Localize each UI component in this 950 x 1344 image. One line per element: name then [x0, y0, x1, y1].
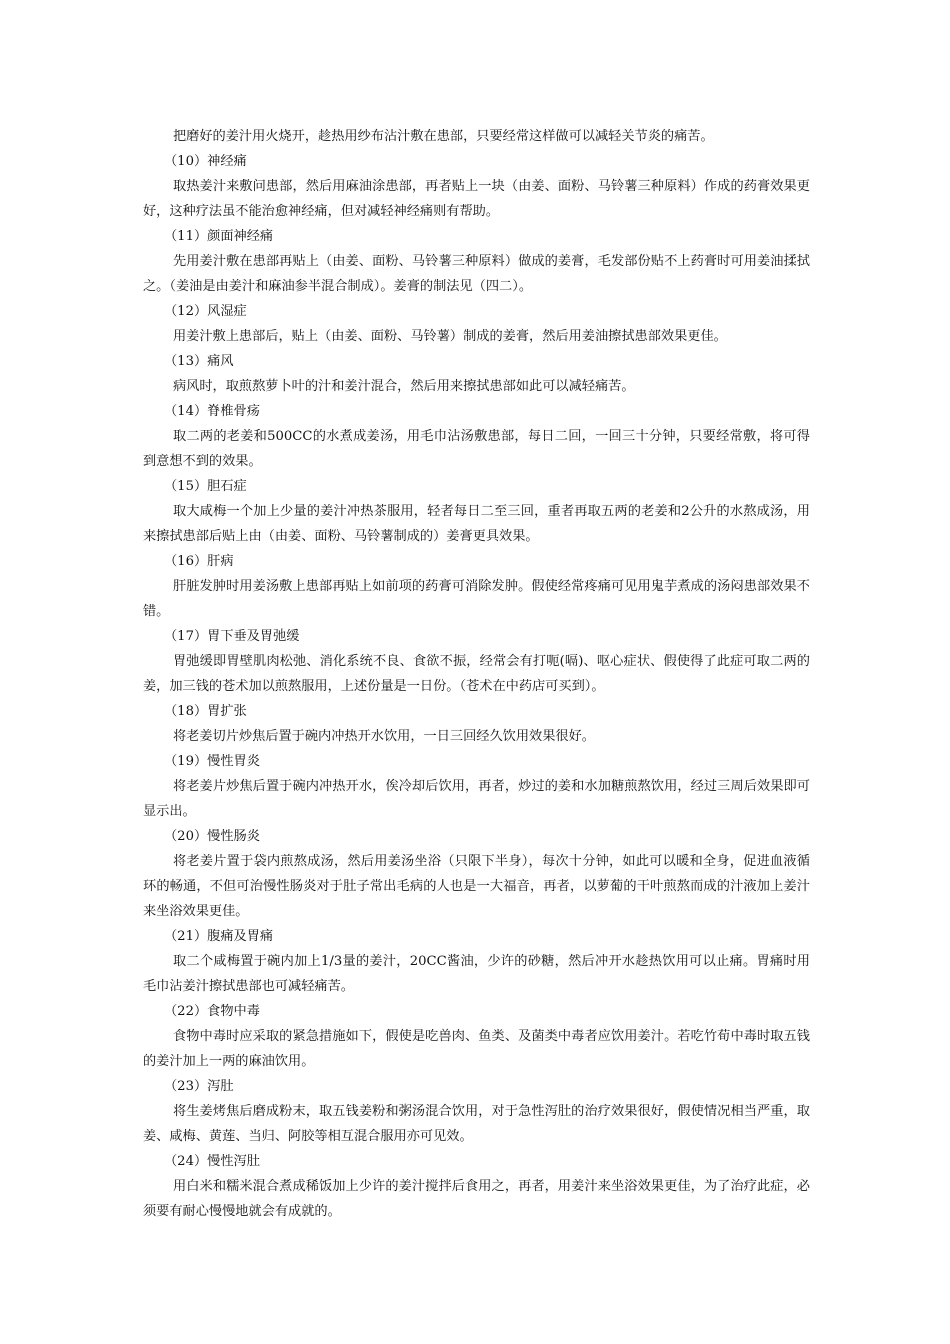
section-paragraph: 取大咸梅一个加上少量的姜汁冲热茶服用，轻者每日二至三回，重者再取五两的老姜和2公升的水熬成汤，用来擦拭患部后贴上由（由姜、面粉、马铃薯制成的）姜膏更具效果。 — [143, 504, 810, 544]
section-heading: （18）胃扩张 — [164, 704, 247, 719]
section-paragraph: 食物中毒时应采取的紧急措施如下，假使是吃兽肉、鱼类、及菌类中毒者应饮用姜汁。若吃竹荀中毒时取五钱的姜汁加上一两的麻油饮用。 — [143, 1029, 810, 1069]
section-paragraph: 取热姜汁来敷问患部，然后用麻油涂患部，再者贴上一块（由姜、面粉、马铃薯三种原料）作成的药膏效果更好，这种疗法虽不能治愈神经痛，但对减轻神经痛则有帮助。 — [143, 179, 810, 219]
section-heading: （21）腹痛及胃痛 — [164, 929, 274, 944]
section-heading: （15）胆石症 — [164, 479, 247, 494]
section-paragraph: 将老姜片炒焦后置于碗内冲热开水，俟冷却后饮用，再者，炒过的姜和水加糖煎熬饮用，经过三周后效果即可显示出。 — [143, 779, 810, 819]
section-heading: （20）慢性肠炎 — [164, 829, 260, 844]
section-paragraph: 取二两的老姜和500CC的水煮成姜汤，用毛巾沾汤敷患部，每日二回，一回三十分钟，只要经常敷，将可得到意想不到的效果。 — [143, 429, 810, 469]
section-heading: （16）肝病 — [164, 554, 234, 569]
document-body — [143, 124, 810, 1224]
section-paragraph: 病风时，取煎熬萝卜叶的汁和姜汁混合，然后用来擦拭患部如此可以减轻痛苦。 — [173, 379, 635, 394]
section-heading: （17）胃下垂及胃弛缓 — [164, 629, 300, 644]
section-paragraph: 胃弛缓即胃壁肌肉松弛、消化系统不良、食欲不振，经常会有打呃(嗝)、呕心症状、假使得了此症可取二两的姜，加三钱的苍术加以煎熬服用，上述份量是一日份。（苍术在中药店可买到）。 — [143, 654, 810, 694]
section-heading: （19）慢性胃炎 — [164, 754, 260, 769]
section-paragraph: 将生姜烤焦后磨成粉末，取五钱姜粉和粥汤混合饮用，对于急性泻肚的治疗效果很好，假使情况相当严重，取姜、咸梅、黄莲、当归、阿胶等相互混合服用亦可见效。 — [143, 1104, 810, 1144]
section-paragraph: 取二个咸梅置于碗内加上1/3量的姜汁，20CC酱油，少许的砂糖，然后冲开水趁热饮用可以止痛。胃痛时用毛巾沾姜汁擦拭患部也可减轻痛苦。 — [143, 954, 810, 994]
section-paragraph: 将老姜片置于袋内煎熬成汤，然后用姜汤坐浴（只限下半身），每次十分钟，如此可以暖和全身，促进血液循环的畅通，不但可治慢性肠炎对于肚子常出毛病的人也是一大福音，再者，以萝葡的干叶煎熬而成的汁液加上姜汁来坐浴效果更佳。 — [143, 854, 810, 919]
sections-list — [143, 149, 810, 1224]
section-paragraph: 先用姜汁敷在患部再贴上（由姜、面粉、马铃薯三种原料）做成的姜膏，毛发部份贴不上药膏时可用姜油揉拭之。（姜油是由姜汁和麻油参半混合制成）。姜膏的制法见（四二）。 — [143, 254, 810, 294]
section-paragraph: 将老姜切片炒焦后置于碗内冲热开水饮用，一日三回经久饮用效果很好。 — [173, 729, 595, 744]
section-heading: （10）神经痛 — [164, 154, 247, 169]
section-paragraph: 用白米和糯米混合煮成稀饭加上少许的姜汁搅拌后食用之，再者，用姜汁来坐浴效果更佳，为了治疗此症，必须要有耐心慢慢地就会有成就的。 — [143, 1179, 810, 1219]
section-heading: （13）痛风 — [164, 354, 234, 369]
section-paragraph: 用姜汁敷上患部后，贴上（由姜、面粉、马铃薯）制成的姜膏，然后用姜油擦拭患部效果更佳。 — [173, 329, 727, 344]
section-heading: （23）泻肚 — [164, 1079, 234, 1094]
section-heading: （24）慢性泻肚 — [164, 1154, 260, 1169]
section-paragraph: 肝脏发肿时用姜汤敷上患部再贴上如前项的药膏可消除发肿。假使经常疼痛可见用鬼芋煮成的汤闷患部效果不错。 — [143, 579, 810, 619]
section-heading: （22）食物中毒 — [164, 1004, 260, 1019]
intro-paragraph: 把磨好的姜汁用火烧开，趁热用纱布沾汁敷在患部，只要经常这样做可以减轻关节炎的痛苦。 — [173, 129, 714, 144]
section-heading: （14）脊椎骨疡 — [164, 404, 260, 419]
section-heading: （12）风湿症 — [164, 304, 247, 319]
section-heading: （11）颜面神经痛 — [164, 229, 274, 244]
